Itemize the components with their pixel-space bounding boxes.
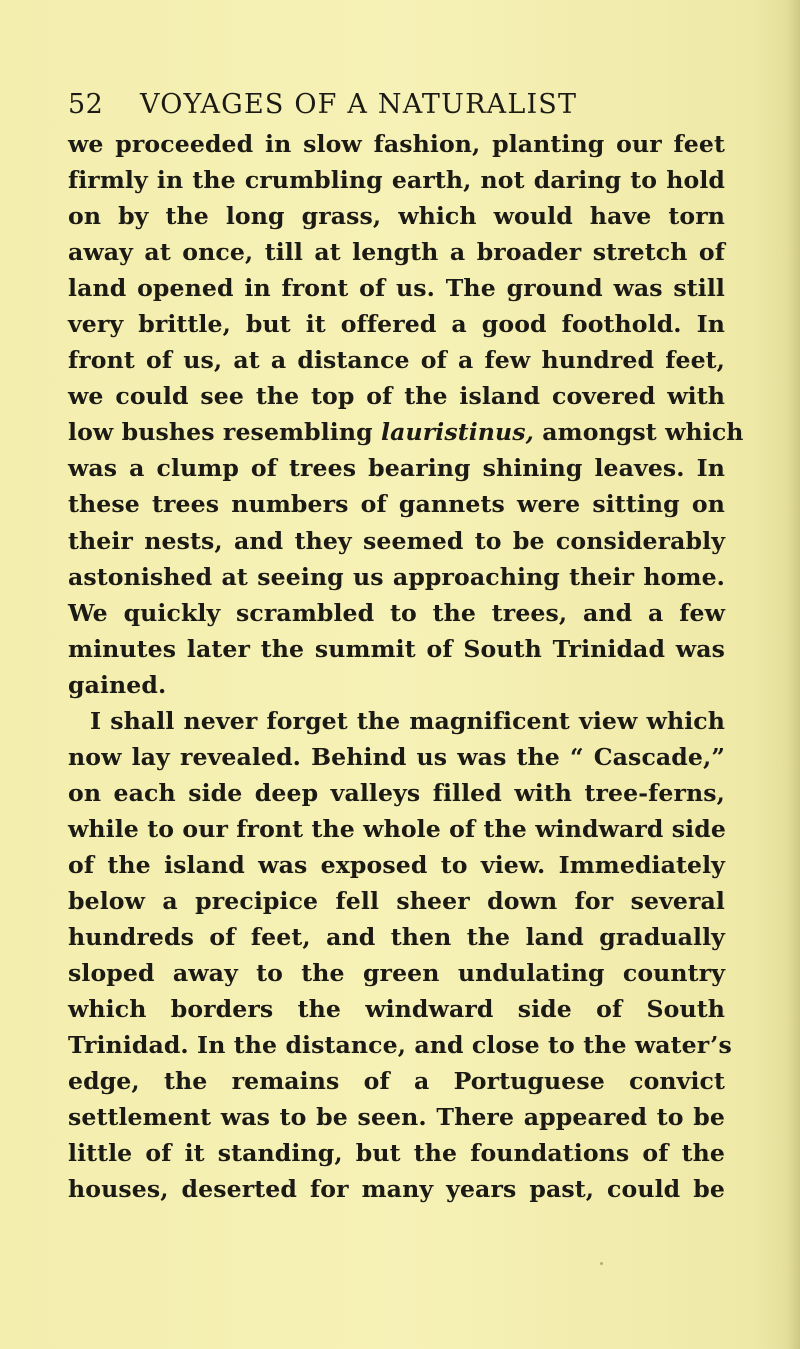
text-line: was a clump of trees bearing shining leaves. In xyxy=(68,454,725,483)
text-line: settlement was to be seen. There appeared to be xyxy=(68,1103,725,1132)
text-line: while to our front the whole of the windward side xyxy=(68,814,726,843)
text-line: on each side deep valleys filled with tree-ferns, xyxy=(68,778,725,807)
text-segment: amongst which xyxy=(533,418,744,447)
text-line-paragraph-end: gained. xyxy=(68,670,167,699)
text-line: below a precipice fell sheer down for several xyxy=(68,886,725,915)
running-head xyxy=(68,86,723,124)
text-line: land opened in front of us. The ground was still xyxy=(68,274,725,303)
paper-speck xyxy=(600,1262,603,1265)
page-number: 52 xyxy=(68,89,104,120)
text-line: we could see the top of the island covered with xyxy=(68,382,725,411)
text-line: very brittle, but it offered a good foothold. In xyxy=(68,310,725,339)
page-edge-shadow xyxy=(786,0,800,1349)
text-line: front of us, at a distance of a few hundred feet, xyxy=(68,346,725,375)
text-line: now lay revealed. Behind us was the “ Cascade,” xyxy=(68,742,725,771)
text-line-paragraph-start: I shall never forget the magnificent view which xyxy=(90,706,725,735)
text-line: houses, deserted for many years past, could be xyxy=(68,1175,725,1204)
text-line: away at once, till at length a broader stretch of xyxy=(68,238,725,267)
text-line: Trinidad. In the distance, and close to the water’s xyxy=(68,1031,732,1060)
text-line: astonished at seeing us approaching their home. xyxy=(68,562,725,591)
text-line: which borders the windward side of South xyxy=(68,995,725,1024)
text-line: little of it standing, but the foundations of the xyxy=(68,1139,725,1168)
text-line: We quickly scrambled to the trees, and a few xyxy=(68,598,725,627)
text-line: sloped away to the green undulating country xyxy=(68,959,725,988)
text-line: hundreds of feet, and then the land gradually xyxy=(68,923,725,952)
italic-species-name: lauristinus, xyxy=(381,418,534,447)
running-title: VOYAGES OF A NATURALIST xyxy=(140,89,578,120)
text-segment: low bushes resembling xyxy=(68,418,382,447)
text-line: firmly in the crumbling earth, not daring to hold xyxy=(68,166,725,195)
text-line: these trees numbers of gannets were sitting on xyxy=(68,490,725,519)
text-line xyxy=(68,414,744,450)
text-line: minutes later the summit of South Trinidad was xyxy=(68,634,725,663)
body-text xyxy=(68,126,744,1207)
text-line: we proceeded in slow fashion, planting our feet xyxy=(68,130,725,158)
text-line: edge, the remains of a Portuguese convict xyxy=(68,1067,725,1096)
text-line: on by the long grass, which would have torn xyxy=(68,202,725,231)
text-line: their nests, and they seemed to be considerably xyxy=(68,526,725,555)
text-line: of the island was exposed to view. Immediately xyxy=(68,850,725,879)
